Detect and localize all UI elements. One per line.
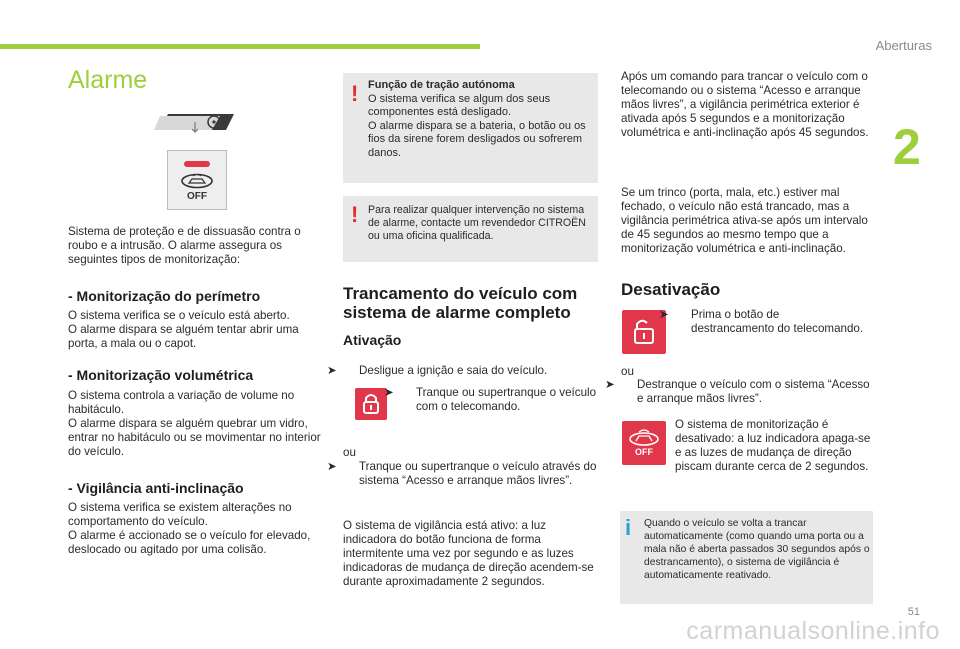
warning-title: Função de tração autónoma	[368, 79, 515, 91]
heading-locking: Trancamento do veículo com sistema de alarme completo	[343, 284, 578, 322]
warning-text: O sistema verifica se algum dos seus componentes está desligado. O alarme dispara se a bateria, o botão ou os fios da sirene forem desligados ou sofrerem danos.	[368, 92, 586, 159]
accent-bar	[0, 44, 480, 49]
heading-activation: Ativação	[343, 332, 402, 348]
or-text-2: ou	[621, 365, 634, 378]
intro-text: Sistema de proteção e de dissuasão contra o roubo e a intrusão. O alarme assegura os seguintes tipos de monitorização:	[68, 225, 301, 266]
activation-result: O sistema de vigilância está ativo: a luz indicadora do botão funciona de forma intermitente uma vez por segundo e as luzes indicadoras de mudança de direção acendem-se durante aproximadamente 2 segundos.	[343, 519, 594, 588]
or-text: ou	[343, 446, 356, 459]
page-title: Alarme	[68, 66, 148, 94]
bullet-arrow-icon: ➤	[384, 386, 394, 399]
heading-perimeter: - Monitorização do perímetro	[68, 288, 261, 304]
info-note-relock	[620, 511, 873, 604]
deactivation-step2: ➤ Destranque o veículo com o sistema “Acesso e arranque mãos livres”.	[605, 378, 870, 405]
alarm-off-button-icon	[167, 150, 227, 210]
section-label: Aberturas	[875, 38, 932, 53]
lock-icon	[355, 388, 387, 420]
off-label: OFF	[635, 447, 653, 457]
warning-icon: !	[351, 81, 359, 106]
heading-deactivation: Desativação	[621, 280, 721, 299]
bullet-arrow-icon: ➤	[605, 378, 615, 391]
bullet-arrow-icon: ➤	[659, 308, 669, 321]
warning-note-autonomous-traction	[343, 73, 598, 183]
info-text: Quando o veículo se volta a trancar automaticamente (como quando uma porta ou a mala não é aberta passados 30 segundos após o destrancamento), o sistema de vigilância é automaticamente reativado.	[644, 518, 870, 581]
activation-step1: ➤ Desligue a ignição e saia do veículo.	[327, 364, 548, 377]
volumetric-text: O sistema controla a variação de volume no habitáculo. O alarme dispara se alguém quebrar um vidro, entrar no habitáculo ou se movimentar no interior do veículo.	[68, 389, 321, 458]
dashboard-roof-icon	[150, 108, 240, 144]
anti-tilt-text: O sistema verifica se existem alterações no comportamento do veículo. O alarme é accionado se o veículo for elevado, deslocado ou agitado por uma colisão.	[68, 501, 311, 556]
activation-step3: ➤ Tranque ou supertranque o veículo através do sistema “Acesso e arranque mãos livres”.	[327, 460, 597, 487]
deactivation-result: O sistema de monitorização é desativado: a luz indicadora apaga-se e as luzes de mudança de direção piscam durante cerca de 2 segundos.	[675, 418, 871, 473]
bullet-arrow-icon: ➤	[327, 460, 337, 473]
deactivation-step1: ➤ Prima o botão de destrancamento do telecomando.	[659, 308, 864, 335]
delay-info-1: Após um comando para trancar o veículo com o telecomando ou o sistema “Acesso e arranque mãos livres”, a vigilância perimétrica exterior é ativada após 5 segundos e a monitorização volumétrica e anti-inclinação após 45 segundos.	[621, 70, 869, 139]
warning-dealer-text: Para realizar qualquer intervenção no sistema de alarme, contacte um revendedor CITROËN ou uma oficina qualificada.	[368, 204, 586, 242]
activation-step2: ➤ Tranque ou supertranque o veículo com o telecomando.	[384, 386, 597, 413]
info-icon: i	[625, 515, 632, 540]
heading-volumetric: - Monitorização volumétrica	[68, 367, 254, 383]
watermark: carmanualsonline.info	[686, 617, 940, 645]
alarm-off-icon	[622, 421, 666, 465]
page-number: 51	[907, 606, 920, 618]
heading-anti-tilt: - Vigilância anti-inclinação	[68, 480, 244, 496]
off-label: OFF	[187, 191, 207, 202]
delay-info-2: Se um trinco (porta, mala, etc.) estiver mal fechado, o veículo não está trancado, mas a vigilância perimétrica ativa-se após um intervalo de 45 segundos ao mesmo tempo que a monitorização volumétrica e anti-inclinação.	[621, 186, 868, 255]
perimeter-text: O sistema verifica se o veículo está aberto. O alarme dispara se alguém tentar abrir uma porta, a mala ou o capot.	[68, 309, 299, 350]
warning-note-dealer	[343, 196, 598, 262]
bullet-arrow-icon: ➤	[327, 364, 337, 377]
chapter-number: 2	[893, 119, 921, 175]
warning-icon: !	[351, 202, 359, 227]
